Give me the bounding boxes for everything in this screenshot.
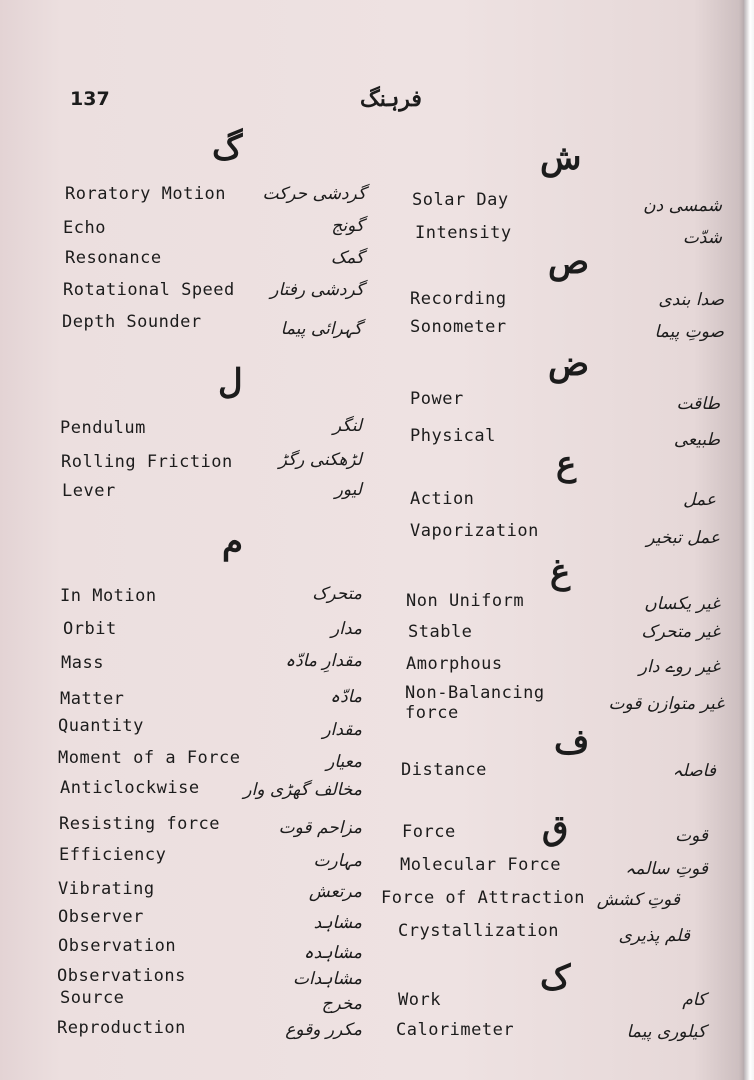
left-entry-urdu: مرتعش — [308, 882, 362, 902]
right-entry-english: Distance — [401, 760, 487, 780]
left-entry-urdu: مادّہ — [330, 687, 362, 707]
left-entry-urdu: مقدارِ مادّہ — [285, 651, 362, 671]
left-entry-english: Observer — [58, 907, 144, 927]
right-entry-english: Crystallization — [398, 921, 560, 941]
left-entry-urdu: گردشی رفتار — [270, 280, 364, 300]
right-entry-english: Vaporization — [410, 521, 539, 541]
right-entry-urdu: غیر روے دار — [638, 657, 720, 677]
left-entry-english: Resisting force — [59, 814, 221, 834]
right-entry-urdu: شمسی دن — [643, 196, 722, 216]
section-heading-suad: ص — [548, 242, 590, 282]
right-entry-english: Force — [402, 822, 456, 842]
left-entry-urdu: مقدار — [322, 720, 362, 740]
section-heading-meem: م — [222, 522, 244, 562]
section-heading-ain: ع — [556, 444, 577, 484]
left-entry-english: Source — [60, 988, 125, 1008]
right-entry-urdu: فاصلہ — [672, 761, 716, 781]
right-entry-english: Force of Attraction — [381, 888, 585, 908]
right-entry-english: Non-Balancing — [405, 683, 545, 703]
left-entry-english: Efficiency — [59, 845, 167, 865]
left-entry-urdu: مشاہدات — [292, 969, 362, 989]
left-entry-english: Mass — [61, 653, 104, 673]
right-entry-urdu: شدّت — [682, 228, 722, 248]
section-heading-ghain: غ — [550, 552, 571, 592]
left-entry-english: Vibrating — [58, 879, 155, 899]
right-entry-urdu: کام — [682, 990, 706, 1010]
left-entry-urdu: گہرائی پیما — [280, 319, 362, 339]
left-entry-english: Anticlockwise — [60, 778, 200, 798]
left-entry-urdu: متحرک — [312, 584, 362, 604]
right-entry-urdu: کیلوری پیما — [626, 1022, 706, 1042]
left-entry-english: Observations — [57, 966, 186, 986]
left-entry-urdu: لیور — [334, 480, 362, 500]
left-entry-english: Rolling Friction — [61, 452, 233, 472]
left-entry-english: Depth Sounder — [62, 312, 202, 332]
right-entry-urdu: غیر متحرک — [641, 622, 720, 642]
right-entry-english: Sonometer — [410, 317, 507, 337]
right-entry-english: Physical — [410, 426, 496, 446]
left-entry-urdu: مخالف گھڑی وار — [243, 780, 362, 800]
left-entry-english: Lever — [62, 481, 116, 501]
left-entry-urdu: گمک — [330, 248, 364, 268]
page-title: فرہنگ — [360, 86, 422, 112]
right-entry-english: Power — [410, 389, 464, 409]
right-entry-english: Work — [398, 990, 441, 1010]
right-entry-urdu: طبیعی — [673, 430, 720, 450]
section-heading-kaf: ک — [540, 958, 571, 998]
right-entry-english: Amorphous — [406, 654, 503, 674]
right-entry-urdu: عمل تبخیر — [646, 528, 720, 548]
right-entry-urdu: غیر یکساں — [644, 594, 720, 614]
left-entry-english: Echo — [63, 218, 106, 238]
right-entry-english: Action — [410, 489, 475, 509]
right-entry-english: force — [405, 703, 459, 723]
right-entry-urdu: عمل — [683, 490, 716, 510]
left-entry-urdu: گونج — [331, 216, 364, 236]
section-heading-fay: ف — [554, 722, 590, 762]
left-entry-urdu: لڑھکنی رگڑ — [278, 450, 362, 470]
right-entry-urdu: طاقت — [676, 394, 720, 414]
left-entry-urdu: مخرج — [321, 994, 362, 1014]
right-entry-english: Stable — [408, 622, 473, 642]
left-entry-urdu: مکرر وقوع — [285, 1020, 362, 1040]
right-entry-urdu: قلم پذیری — [618, 926, 690, 946]
right-entry-english: Solar Day — [412, 190, 509, 210]
section-heading-gaf: گ — [212, 128, 243, 168]
section-heading-lam: ل — [218, 362, 243, 402]
right-entry-english: Recording — [410, 289, 507, 309]
right-entry-english: Molecular Force — [400, 855, 562, 875]
left-entry-urdu: مہارت — [313, 851, 362, 871]
right-entry-urdu: صوتِ پیما — [654, 322, 724, 342]
right-entry-urdu: قوتِ کشش — [596, 890, 680, 910]
left-entry-english: Resonance — [65, 248, 162, 268]
left-entry-urdu: مدار — [331, 619, 362, 639]
left-entry-english: Roratory Motion — [65, 184, 227, 204]
page-edge — [744, 0, 754, 1080]
right-entry-urdu: قوتِ سالمہ — [625, 859, 708, 879]
section-heading-qaf: ق — [542, 808, 569, 848]
right-entry-urdu: قوت — [675, 826, 708, 846]
right-entry-urdu: صدا بندی — [658, 290, 724, 310]
left-entry-english: Orbit — [63, 619, 117, 639]
left-entry-urdu: مزاحم قوت — [278, 818, 362, 838]
right-entry-english: Non Uniform — [406, 591, 525, 611]
left-entry-english: Quantity — [58, 716, 144, 736]
left-entry-english: In Motion — [60, 586, 157, 606]
right-entry-urdu: غیر متوازن قوت — [608, 694, 724, 714]
left-entry-english: Pendulum — [60, 418, 146, 438]
left-entry-urdu: معیار — [326, 752, 362, 772]
left-entry-urdu: گردشی حرکت — [262, 184, 366, 204]
right-entry-english: Intensity — [415, 223, 512, 243]
section-heading-sheen: ش — [540, 138, 582, 178]
right-entry-english: Calorimeter — [396, 1020, 515, 1040]
left-entry-urdu: مشاہدہ — [303, 943, 362, 963]
left-entry-urdu: لنگر — [332, 416, 362, 436]
left-entry-english: Observation — [58, 936, 177, 956]
left-entry-english: Matter — [60, 689, 125, 709]
left-entry-english: Moment of a Force — [58, 748, 241, 768]
left-entry-urdu: مشاہد — [313, 913, 362, 933]
section-heading-zuad: ض — [548, 344, 590, 384]
left-entry-english: Rotational Speed — [63, 280, 235, 300]
page-number: 137 — [70, 88, 110, 110]
left-entry-english: Reproduction — [57, 1018, 186, 1038]
